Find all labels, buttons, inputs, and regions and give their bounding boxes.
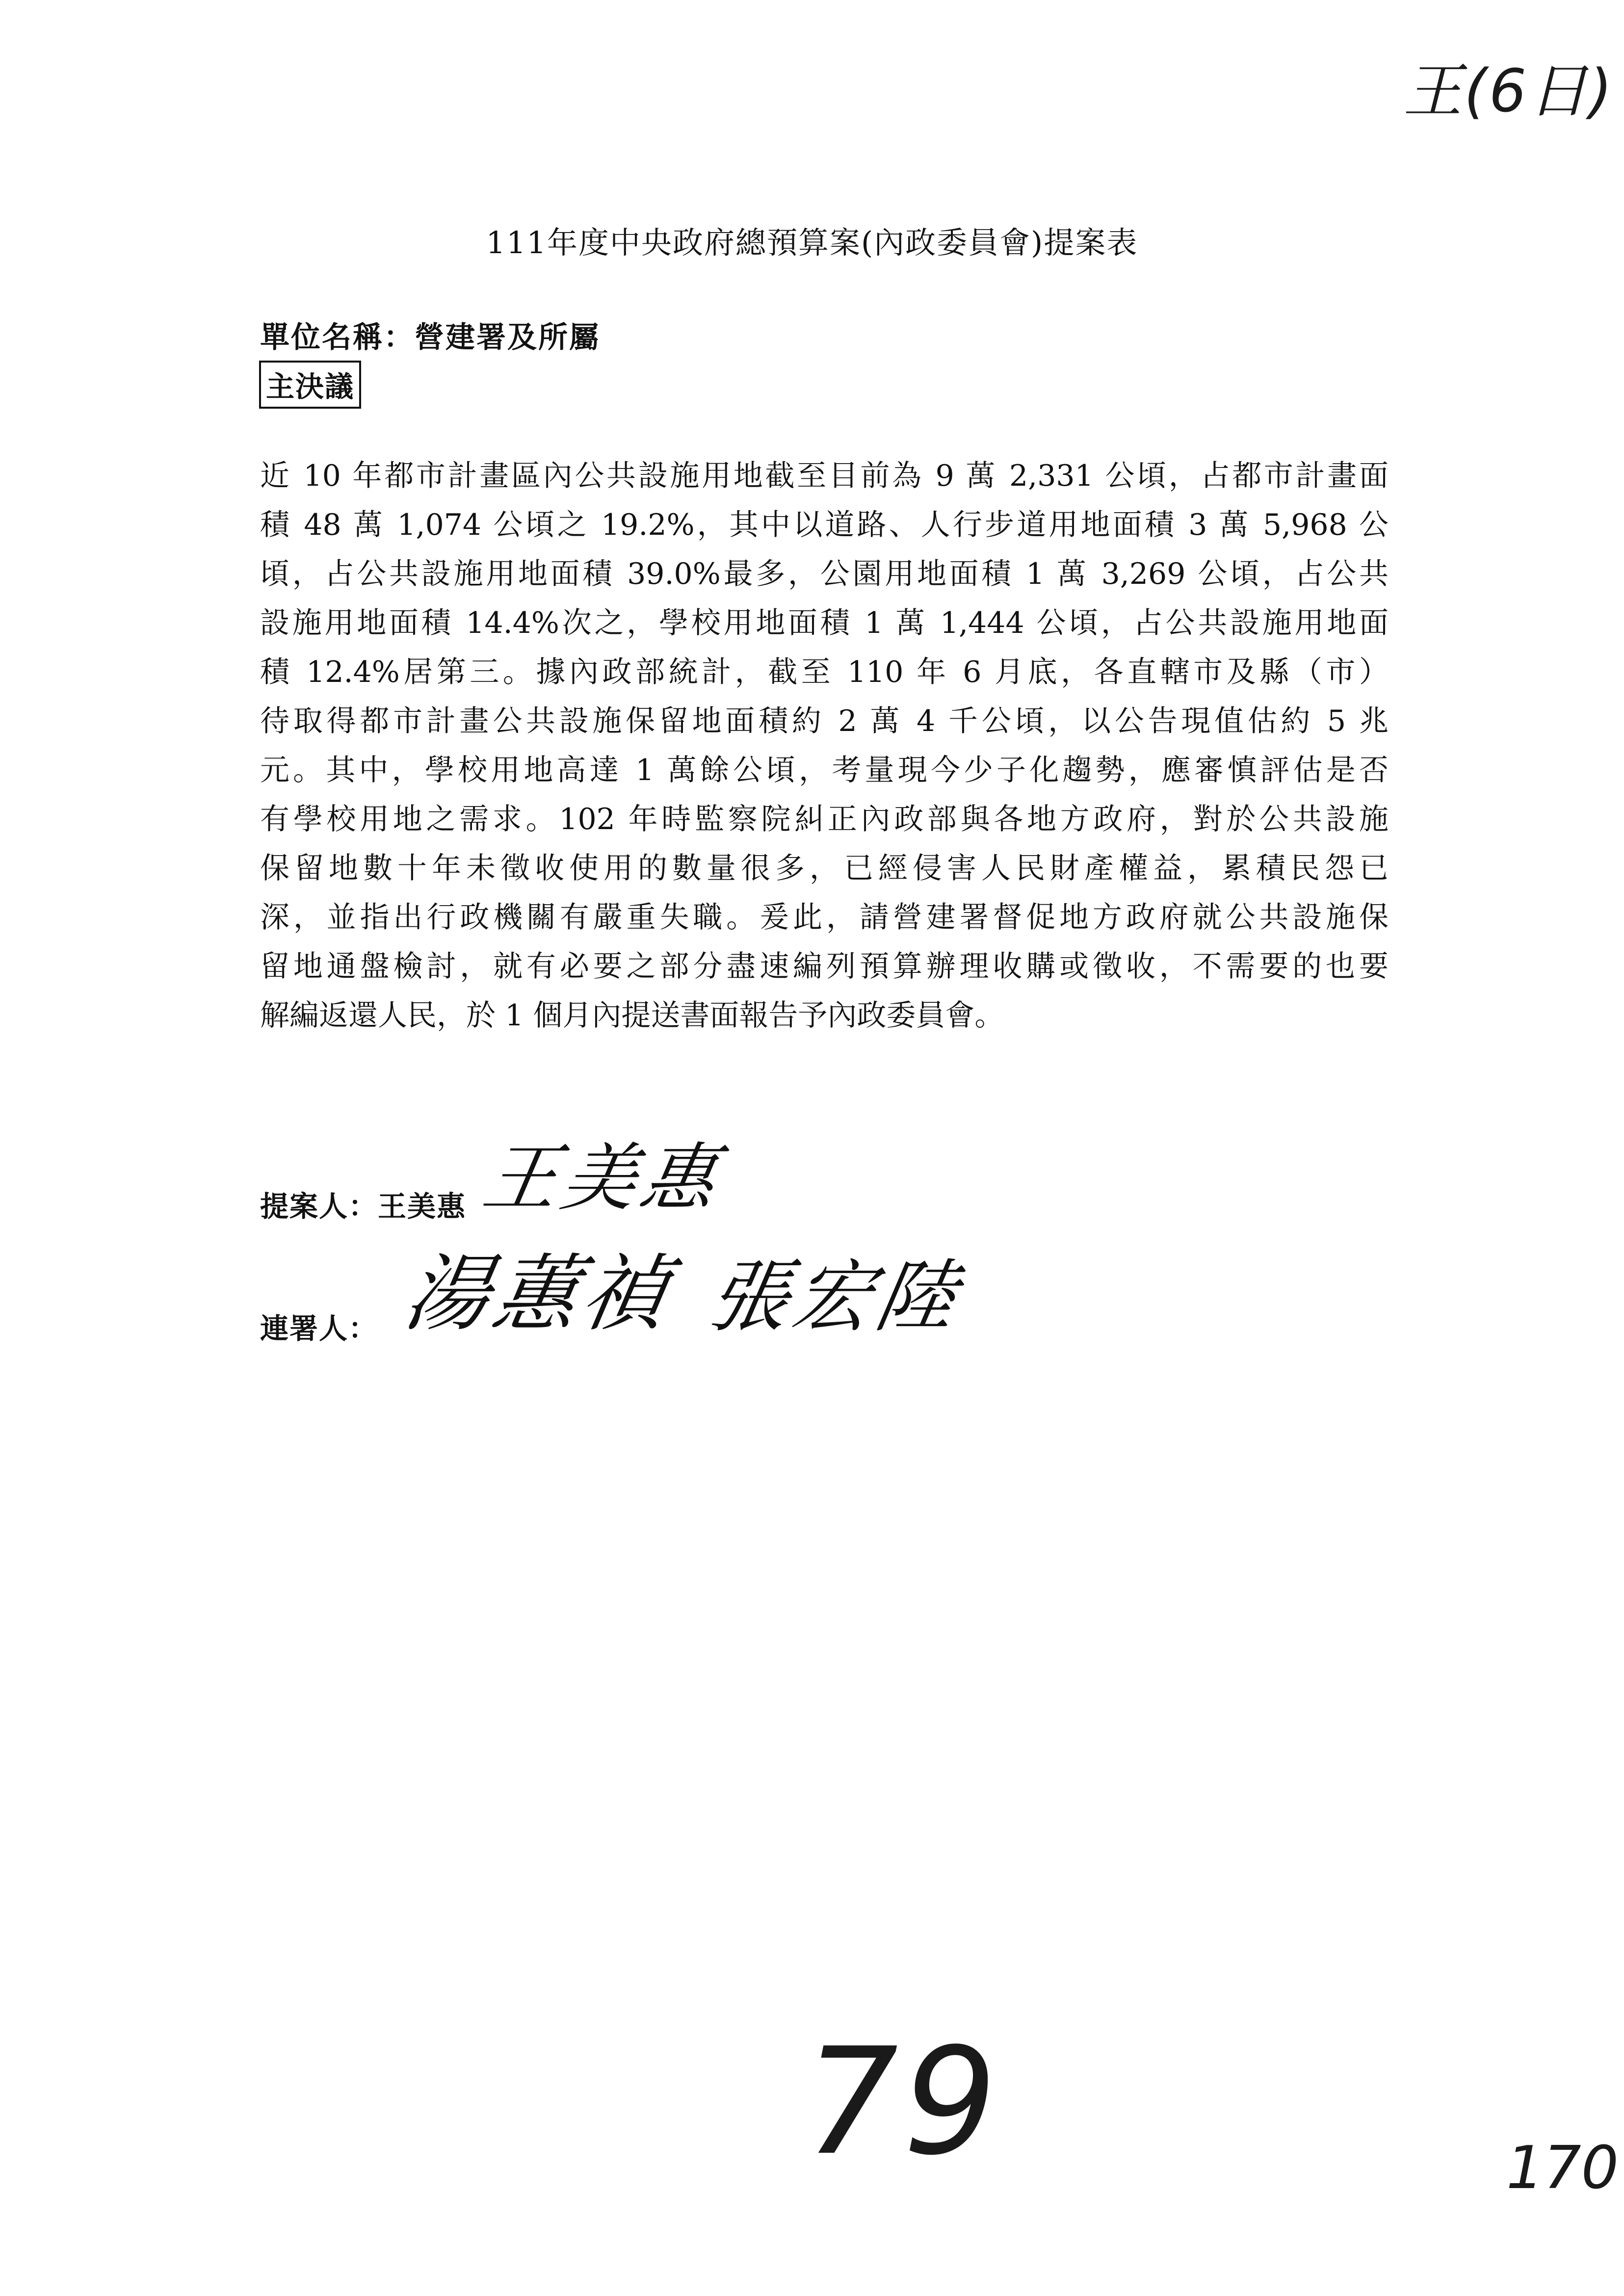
body-line: 有學校用地之需求。102 年時監察院糾正內政部與各地方政府，對於公共設施 xyxy=(260,802,1388,836)
body-line: 深，並指出行政機關有嚴重失職。爰此，請營建署督促地方政府就公共設施保 xyxy=(260,900,1388,935)
body-line: 積 12.4%居第三。據內政部統計，截至 110 年 6 月底，各直轄市及縣（市） xyxy=(260,655,1388,689)
body-line: 近 10 年都市計畫區內公共設施用地截至目前為 9 萬 2,331 公頃，占都市計畫面 xyxy=(260,459,1388,493)
unit-label: 單位名稱： xyxy=(260,320,415,355)
body-line: 解編返還人民，於 1 個月內提送書面報告予內政委員會。 xyxy=(260,998,1004,1033)
body-line: 設施用地面積 14.4%次之，學校用地面積 1 萬 1,444 公頃，占公共設施用地面 xyxy=(260,606,1388,640)
unit-value: 營建署及所屬 xyxy=(415,320,600,355)
cosigner-label: 連署人： xyxy=(260,1312,378,1345)
body-line: 頃，占公共設施用地面積 39.0%最多，公園用地面積 1 萬 3,269 公頃，占公共 xyxy=(260,557,1388,591)
body-line: 保留地數十年未徵收使用的數量很多，已經侵害人民財產權益，累積民怨已 xyxy=(260,851,1388,886)
cosigner-row xyxy=(260,1226,969,1347)
document-title: 111年度中央政府總預算案(內政委員會)提案表 xyxy=(486,225,1138,261)
body-line: 留地通盤檢討，就有必要之部分盡速編列預算辦理收購或徵收，不需要的也要 xyxy=(260,949,1388,984)
proposer-label: 提案人： xyxy=(260,1190,378,1223)
body-line: 積 48 萬 1,074 公頃之 19.2%，其中以道路、人行步道用地面積 3 萬 5,968 公 xyxy=(260,508,1388,542)
resolution-type-box: 主決議 xyxy=(259,361,361,409)
cosigner-signature: 湯蕙禎 xyxy=(397,1246,680,1343)
body-line: 待取得都市計畫公共設施保留地面積約 2 萬 4 千公頃，以公告現值估約 5 兆 xyxy=(260,704,1388,738)
body-line: 元。其中，學校用地高達 1 萬餘公頃，考量現今少子化趨勢，應審慎評估是否 xyxy=(260,753,1388,787)
proposer-signature: 王美惠 xyxy=(477,1136,728,1221)
handwritten-bottom-right-number: 170 xyxy=(1506,2134,1619,2202)
proposal-body xyxy=(260,451,1388,1040)
proposer-row xyxy=(260,1119,728,1225)
handwritten-page-number: 79 xyxy=(805,2016,1002,2188)
handwritten-corner-note: 王(6日) xyxy=(1403,57,1614,126)
unit-line xyxy=(260,314,600,356)
cosigner-signature: 張宏陸 xyxy=(702,1251,969,1343)
proposer-name: 王美惠 xyxy=(378,1190,467,1223)
